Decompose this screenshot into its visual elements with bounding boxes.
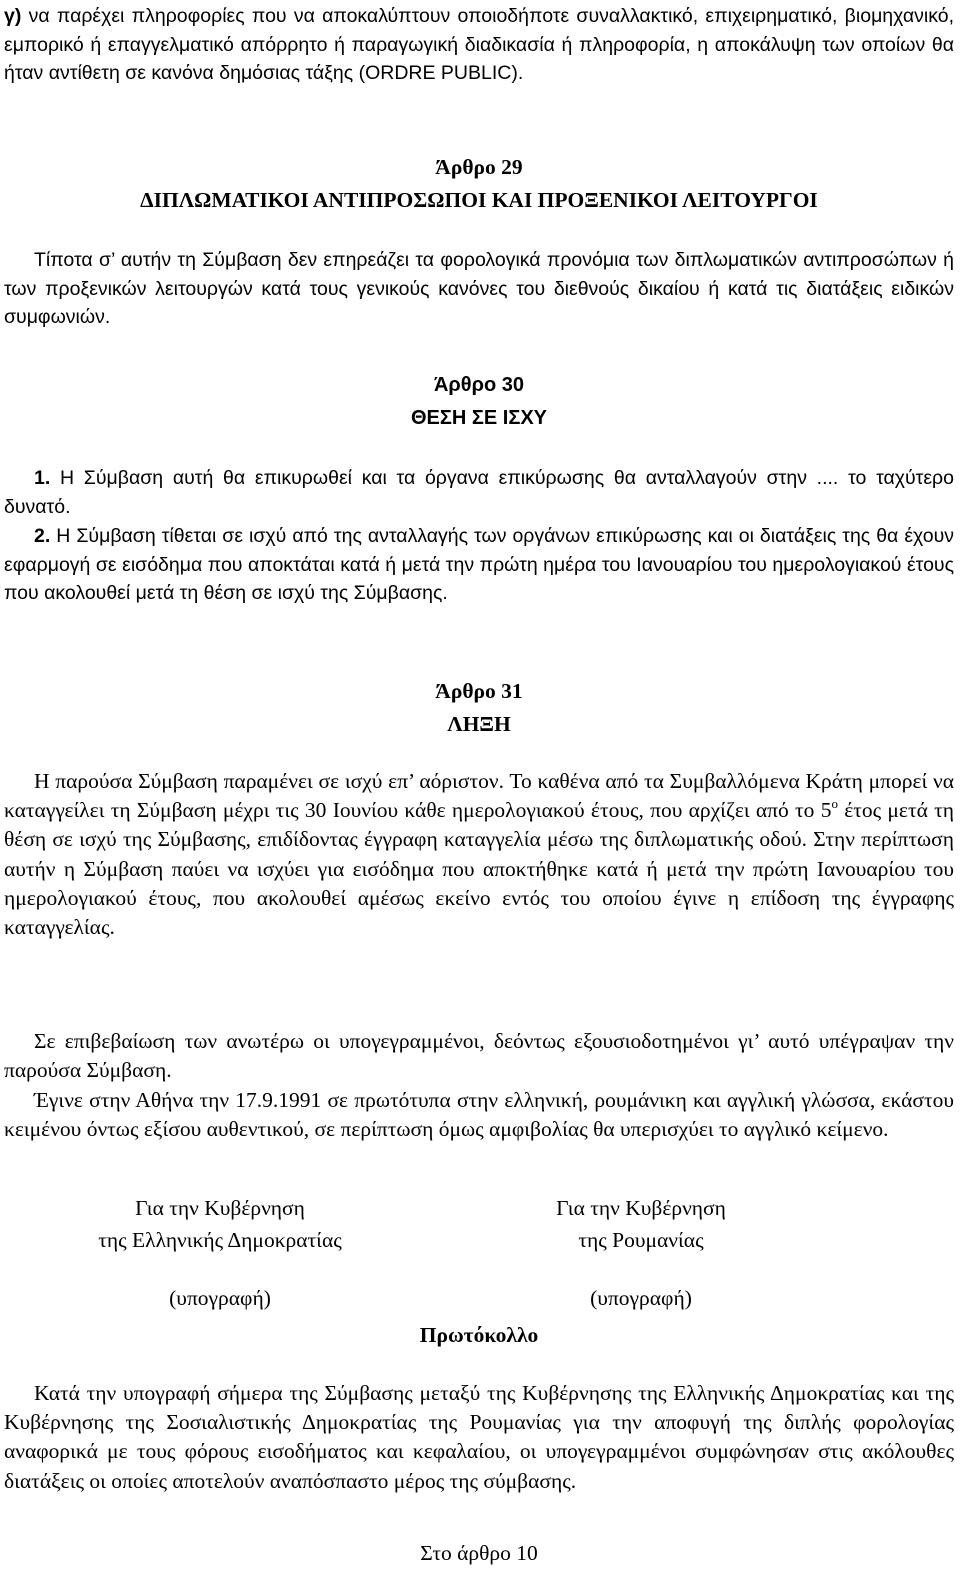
art30-p1-text: Η Σύμβαση αυτή θα επικυρωθεί και τα όργανα επικύρωσης θα ανταλλαγούν στην .... το ταχύτερο δυνατό. [4, 467, 954, 518]
protocol-title: Πρωτόκολλο [419, 1323, 539, 1347]
art30-p2-text: Η Σύμβαση τίθεται σε ισχύ από της ανταλλαγής των οργάνων επικύρωσης και οι διατάξεις της θα έχουν εφαρμογή σε εισόδημα που αποκτάται κατά ή μετά την πρώτη ημέρα του Ιανουαρίου του ημερολογιακού έτους που ακολουθεί μετά τη θέση σε ισχύ της Σύμβασης. [4, 525, 954, 605]
signature-block-greece [20, 1192, 420, 1314]
art30-paragraph-2 [4, 522, 954, 608]
art29-text: Τίποτα σ’ αυτήν τη Σύμβαση δεν επηρεάζει τα φορολογικά προνόμια των διπλωματικών αντιπροσώπων ή των προξενικών λειτουργών κατά τους γενικούς κανόνες του διεθνούς δικαίου ή κατά τις διατάξεις ειδικών συμφωνιών. [4, 249, 954, 329]
art30-p1-number: 1. [34, 467, 51, 489]
art31-heading [4, 675, 954, 741]
sig-left-line2: της Ελληνικής Δημοκρατίας [98, 1228, 342, 1252]
witness-paragraph: Σε επιβεβαίωση των ανωτέρω οι υπογεγραμμένοι, δεόντως εξουσιοδοτημένοι γι’ αυτό υπέγραψαν την παρούσα Σύμβαση. [4, 1029, 954, 1083]
art30-number: Άρθρο 30 [433, 374, 525, 396]
intro-text: να παρέχει πληροφορίες που να αποκαλύπτουν οποιοδήποτε συναλλακτικό, επιχειρηματικό, βιομηχανικό, εμπορικό ή επαγγελματικό απόρρητο ή παραγωγική διαδικασία ή πληροφορία, η αποκάλυψη των οποίων θα ήταν αντίθετη σε κανόνα δημόσιας τάξης (ORDRE PUBLIC). [4, 5, 954, 85]
art30-paragraph-1 [4, 464, 954, 521]
done-paragraph: Έγινε στην Αθήνα την 17.9.1991 σε πρωτότυπα στην ελληνική, ρουμάνικη και αγγλική γλώσσα, εκάστου κειμένου όντως εξίσου αυθεντικού, σε περίπτωση όμως αμφιβολίας θα υπερισχύει το αγγλικό κείμενο. [4, 1088, 954, 1142]
art29-number: Άρθρο 29 [435, 155, 523, 179]
sig-left-line1: Για την Κυβέρνηση [135, 1196, 305, 1220]
sig-right-line2: της Ρουμανίας [578, 1228, 704, 1252]
signature-block-romania [441, 1192, 841, 1314]
art29-title: ΔΙΠΛΩΜΑΤΙΚΟΙ ΑΝΤΙΠΡΟΣΩΠΟΙ ΚΑΙ ΠΡΟΞΕΝΙΚΟΙ ΛΕΙΤΟΥΡΓΟΙ [140, 188, 818, 212]
art31-text-b: έτος μετά τη θέση σε ισχύ της Σύμβασης, επιδίδοντας έγγραφη καταγγελία μέσω της διπλωματικής οδού. Στην περίπτωση αυτήν η Σύμβαση παύει να ισχύει για εισόδημα που αποκτήθηκε κατά ή μετά την πρώτη Ιανουαρίου του ημερολογιακού έτους, που ακολουθεί αμέσως εκείνο εντός του οποίου έγινε η επίδοση της έγγραφης καταγγελίας. [4, 798, 954, 940]
art31-superscript: ο [831, 796, 838, 812]
protocol-text: Κατά την υπογραφή σήμερα της Σύμβασης μεταξύ της Κυβέρνησης της Ελληνικής Δημοκρατίας και της Κυβέρνησης της Σοσιαλιστικής Δημοκρατίας της Ρουμανίας για την αποφυγή της διπλής φορολογίας αναφορικά με τους φόρους εισοδήματος και κεφαλαίου, οι υπογεγραμμένοι συμφώνησαν στις ακόλουθες διατάξεις οι οποίες αποτελούν αναπόσπαστο μέρος της σύμβασης. [4, 1381, 954, 1493]
art31-number: Άρθρο 31 [435, 679, 523, 703]
art31-text-a: Η παρούσα Σύμβαση παραμένει σε ισχύ επ’ αόριστον. Το καθένα από τα Συμβαλλόμενα Κράτη μπορεί να καταγγείλει τη Σύμβαση μέχρι τις 30 Ιουνίου κάθε ημερολογιακού έτους, που αρχίζει από το 5 [4, 769, 954, 823]
art31-title: ΛΗΞΗ [447, 712, 511, 736]
art30-title: ΘΕΣΗ ΣΕ ΙΣΧΥ [410, 407, 548, 429]
sig-right-line1: Για την Κυβέρνηση [556, 1196, 726, 1220]
art29-heading [4, 151, 954, 217]
protocol-footer: Στο άρθρο 10 [420, 1541, 538, 1565]
intro-label: γ) [4, 5, 22, 27]
art30-heading [4, 369, 954, 435]
intro-paragraph [4, 2, 954, 88]
art31-text [4, 767, 954, 942]
sig-left-signature: (υπογραφή) [169, 1286, 271, 1310]
art30-p2-number: 2. [34, 525, 51, 547]
sig-right-signature: (υπογραφή) [590, 1286, 692, 1310]
